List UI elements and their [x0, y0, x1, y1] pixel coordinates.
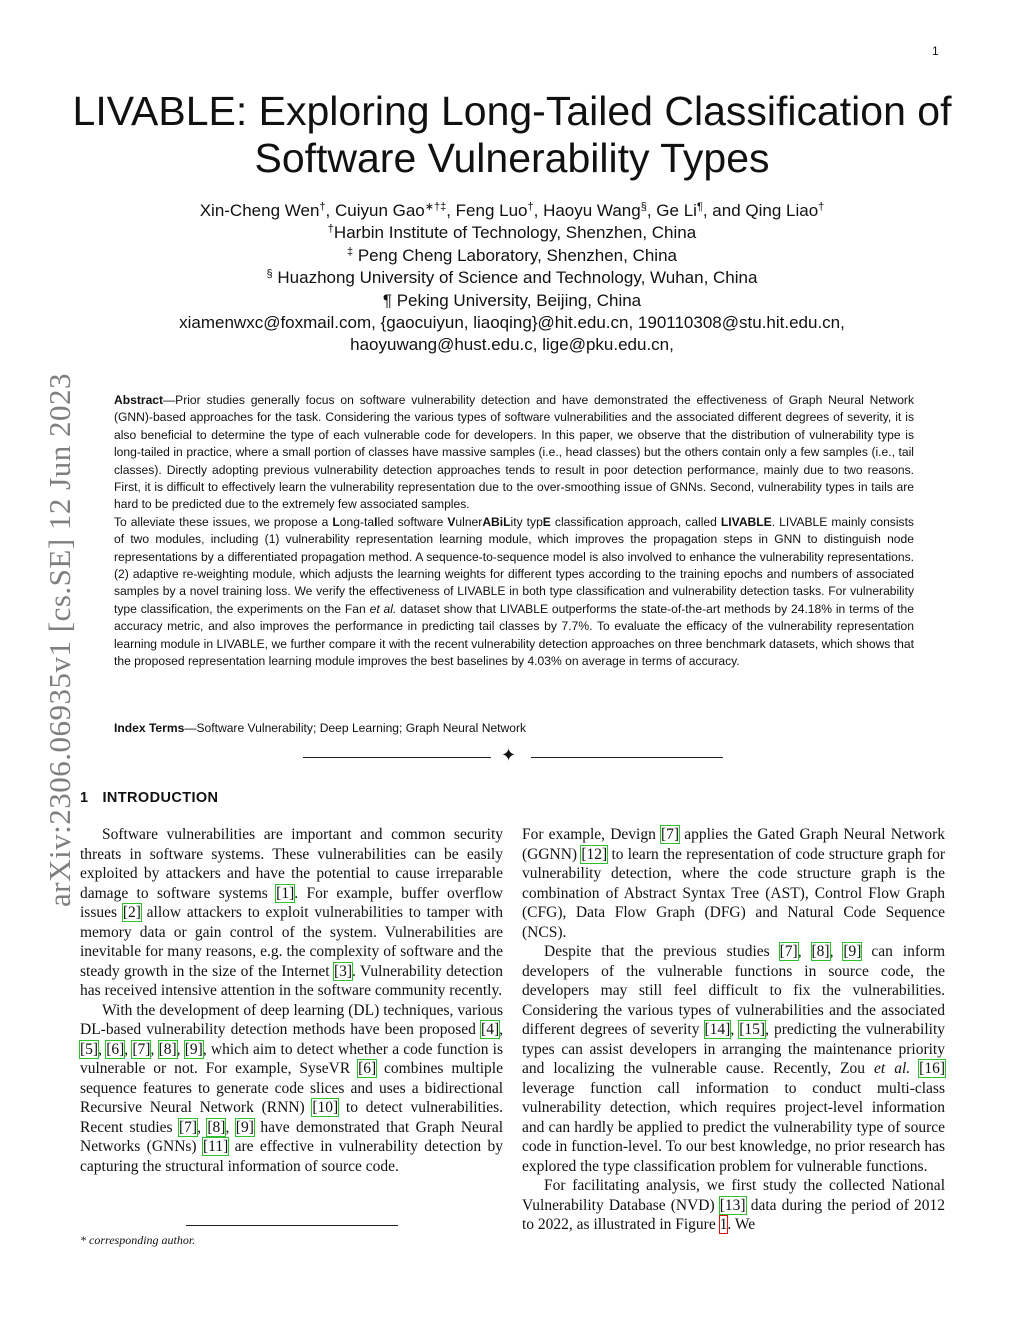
citation-link[interactable]: [14]	[704, 1021, 731, 1038]
footnote-rule	[186, 1225, 398, 1226]
abstract	[114, 392, 914, 671]
abstract-paragraph-1: Abstract—Prior studies generally focus on software vulnerability detection and have demonstrated the effectiveness of Graph Neural Network (GNN)-based approaches for the task. Considering the various types of software vulnerabilities and the associated different degrees of severity, it is also beneficial to determine the type of each vulnerable code for developers. In this paper, we observe that the distribution of vulnerability type is long-tailed in practice, where a small portion of classes have massive samples (i.e., head classes) but the others contain only a few samples (i.e., tail classes). Directly adopting previous vulnerability detection approaches tends to result in poor detection performance, mainly due to two reasons. First, it is difficult to effectively learn the vulnerability representation due to the over-smoothing issue of GNNs. Second, vulnerability types in tails are hard to be predicted due to the extremely few associated samples.	[114, 393, 914, 512]
title-line-1: LIVABLE: Exploring Long-Tailed Classification of	[72, 88, 952, 134]
citation-link[interactable]: [10]	[312, 1099, 339, 1116]
paragraph: For example, Devign [7] applies the Gated Graph Neural Network (GGNN) [12] to learn the representation of code structure graph for vulnerability detection, where the code structure graph is the combination of Abstract Syntax Tree (AST), Control Flow Graph (CFG), Data Flow Graph (DFG) and Natural Code Sequence (NCS).	[522, 826, 945, 941]
citation-link[interactable]: [7]	[661, 826, 680, 843]
section-divider	[303, 745, 723, 768]
citation-link[interactable]: [5]	[80, 1040, 99, 1058]
paper-title	[0, 88, 1024, 182]
citation-link[interactable]: [7]	[132, 1040, 151, 1058]
body-column-right	[522, 825, 945, 1235]
arxiv-identifier-stamp: arXiv:2306.06935v1 [cs.SE] 12 Jun 2023	[42, 373, 77, 907]
citation-link[interactable]: [15]	[739, 1021, 766, 1038]
citation-link[interactable]: [7]	[178, 1118, 198, 1136]
author-names: Xin-Cheng Wen†, Cuiyun Gao∗†‡, Feng Luo†, Haoyu Wang§, Ge Li¶, and Qing Liao†	[199, 201, 825, 220]
paragraph: Despite that the previous studies [7], [8], [9] can inform developers of the vulnerable functions in source code, the developers may still feel difficult to fix the vulnerabilities. Considering the various types of vulnerabilities and the associated different degrees of severity [14], [15], predicting the vulnerability types can assist developers in arranging the maintenance priority and localizing the vulnerable cause. Recently, Zou et al. [16] leverage function call information to conduct multi-class vulnerability detection, which requires project-level information and can hardly be applied to predict the vulnerability type of source code in function-level. To our best knowledge, no prior research has explored the type classification problem for vulnerable functions.	[522, 943, 946, 1175]
abstract-paragraph-2: To alleviate these issues, we propose a Long-taIled software VulnerABiLity typE classification approach, called LIVABLE. LIVABLE mainly consists of two modules, including (1) vulnerability representation learning module, which improves the propagation steps in GNN to distinguish node representations by a differentiated propagation method. A sequence-to-sequence model is also involved to enhance the vulnerability representations. (2) adaptive re-weighting module, which adjusts the learning weights for different types according to the training epochs and numbers of associated samples by a novel training loss. We verify the effectiveness of LIVABLE in both type classification and vulnerability detection tasks. For vulnerability type classification, the experiments on the Fan et al. dataset show that LIVABLE outperforms the state-of-the-art methods by 24.18% in terms of the accuracy metric, and also improves the performance in predicting tail classes by 7.7%. To evaluate the efficacy of the vulnerability representation learning module in LIVABLE, we further compare it with the recent vulnerability detection approaches on three benchmark datasets, which shows that the proposed representation learning module improves the best baselines by 4.03% on average in terms of accuracy.	[114, 514, 914, 669]
footnote-corresponding-author: * corresponding author.	[80, 1233, 196, 1247]
citation-link[interactable]: [9]	[184, 1040, 203, 1058]
citation-link[interactable]: [1]	[276, 884, 295, 902]
figure-reference-link[interactable]: 1	[719, 1216, 728, 1233]
abstract-label: Abstract	[114, 393, 164, 407]
index-terms: Index Terms—Software Vulnerability; Deep Learning; Graph Neural Network	[114, 721, 527, 735]
author-emails-line-1: xiamenwxc@foxmail.com, {gaocuiyun, liaoqing}@hit.edu.cn, 190110308@stu.hit.edu.cn,	[179, 313, 845, 333]
citation-link[interactable]: [9]	[235, 1118, 254, 1136]
citation-link[interactable]: [7]	[779, 943, 798, 960]
citation-link[interactable]: [16]	[919, 1060, 945, 1077]
citation-link[interactable]: [6]	[358, 1060, 377, 1077]
divider-rule-left	[303, 757, 491, 758]
citation-link[interactable]: [12]	[581, 845, 608, 863]
section-heading-introduction: 1 INTRODUCTION	[80, 790, 219, 806]
affiliation-pcl: ‡ Peng Cheng Laboratory, Shenzhen, China	[347, 245, 677, 265]
paragraph: For facilitating analysis, we first study the collected National Vulnerability Database (NVD) [13] data during the period of 2012 to 2022, as illustrated in Figure 1. We	[522, 1177, 945, 1233]
citation-link[interactable]: [8]	[207, 1118, 226, 1136]
paragraph: With the development of deep learning (DL) techniques, various DL-based vulnerability detection methods have been proposed [4], [5], [6], [7], [8], [9], which aim to detect whether a code function is vulnerable or not. For example, SyseVR [6] combines multiple sequence features to generate code slices and uses a bidirectional Recursive Neural Network (RNN) [10] to detect vulnerabilities. Recent studies [7], [8], [9] have demonstrated that Graph Neural Networks (GNNs) [11] are effective in vulnerability detection by capturing the structural information of source code.	[80, 1001, 504, 1175]
affiliation-pku: ¶ Peking University, Beijing, China	[382, 290, 642, 310]
citation-link[interactable]: [6]	[106, 1040, 125, 1058]
citation-link[interactable]: [2]	[122, 904, 141, 921]
citation-link[interactable]: [9]	[843, 943, 862, 960]
citation-link[interactable]: [11]	[202, 1138, 229, 1155]
citation-link[interactable]: [4]	[481, 1021, 500, 1038]
title-line-2: Software Vulnerability Types	[254, 135, 770, 181]
citation-link[interactable]: [8]	[158, 1040, 177, 1058]
affiliation-hit: †Harbin Institute of Technology, Shenzhen, China	[327, 223, 697, 243]
divider-rule-right	[531, 757, 723, 758]
affiliation-hust: § Huazhong University of Science and Technology, Wuhan, China	[266, 268, 758, 288]
four-point-star-icon: ✦	[501, 745, 517, 765]
citation-link[interactable]: [8]	[811, 943, 830, 960]
page-number: 1	[932, 44, 939, 58]
body-column-left	[80, 825, 503, 1176]
author-block	[80, 200, 944, 357]
citation-link[interactable]: [3]	[333, 962, 353, 980]
paragraph: Software vulnerabilities are important and common security threats in software systems. These vulnerabilities can be easily exploited by attackers and have the potential to cause irreparable damage to software systems [1]. For example, buffer overflow issues [2] allow attackers to exploit vulnerabilities to tamper with memory data or gain control of the system. Vulnerabilities are inevitable for many reasons, e.g. the complexity of software and the steady growth in the size of the Internet [3]. Vulnerability detection has received intensive attention in the software community recently.	[80, 826, 503, 999]
author-emails-line-2: haoyuwang@hust.edu.c, lige@pku.edu.cn,	[350, 335, 674, 355]
citation-link[interactable]: [13]	[719, 1196, 746, 1214]
